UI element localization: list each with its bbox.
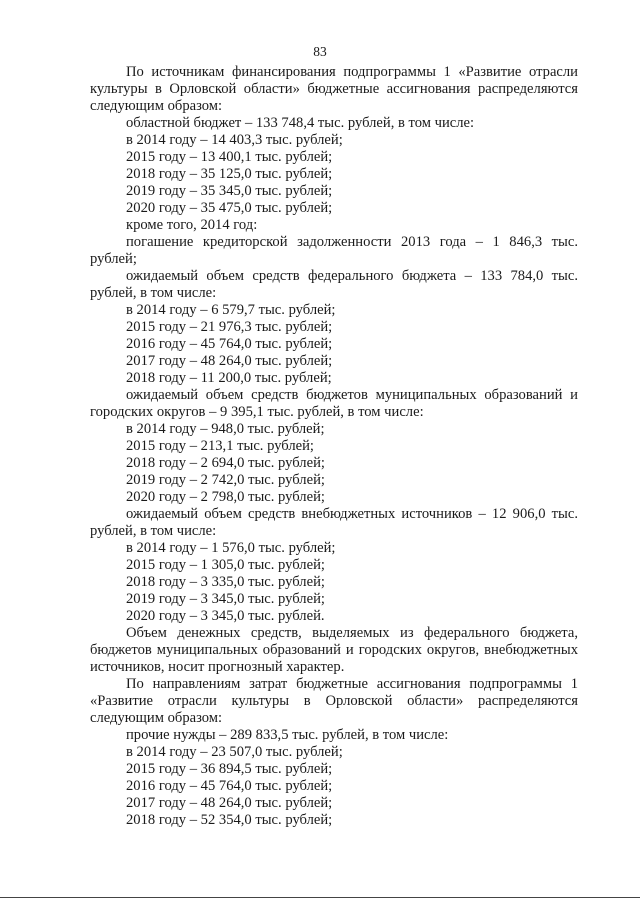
text-line: 2018 году – 11 200,0 тыс. рублей; [126, 370, 332, 386]
text-line: 2017 году – 48 264,0 тыс. рублей; [126, 795, 333, 811]
text-line: 2015 году – 213,1 тыс. рублей; [126, 438, 314, 454]
text-line: прочие нужды – 289 833,5 тыс. рублей, в том числе: [126, 727, 449, 743]
paragraph: По направлениям затрат бюджетные ассигнования подпрограммы 1 «Развитие отрасли культуры в Орловской области» распределяются следующим образом: [90, 676, 578, 726]
text-line: 2016 году – 45 764,0 тыс. рублей; [126, 336, 333, 352]
text-line: 2015 году – 21 976,3 тыс. рублей; [126, 319, 333, 335]
text-line: в 2014 году – 6 579,7 тыс. рублей; [126, 302, 336, 318]
text-line: 2019 году – 2 742,0 тыс. рублей; [126, 472, 325, 488]
paragraph: ожидаемый объем средств внебюджетных источников – 12 906,0 тыс. рублей, в том числе: [90, 506, 578, 539]
paragraph: ожидаемый объем средств бюджетов муниципальных образований и городских округов – 9 395,1 тыс. рублей, в том числе: [90, 387, 578, 420]
text-line: 2015 году – 1 305,0 тыс. рублей; [126, 557, 325, 573]
text-line: 2018 году – 52 354,0 тыс. рублей; [126, 812, 333, 828]
text-line: 2018 году – 2 694,0 тыс. рублей; [126, 455, 325, 471]
text-line: 2018 году – 3 335,0 тыс. рублей; [126, 574, 325, 590]
text-line: 2019 году – 3 345,0 тыс. рублей; [126, 591, 325, 607]
text-line: 2016 году – 45 764,0 тыс. рублей; [126, 778, 333, 794]
bottom-rule [0, 897, 640, 898]
text-line: 2018 году – 35 125,0 тыс. рублей; [126, 166, 333, 182]
text-line: 2017 году – 48 264,0 тыс. рублей; [126, 353, 333, 369]
text-line: в 2014 году – 948,0 тыс. рублей; [126, 421, 325, 437]
text-line: в 2014 году – 1 576,0 тыс. рублей; [126, 540, 336, 556]
paragraph: По источникам финансирования подпрограммы 1 «Развитие отрасли культуры в Орловской области» бюджетные ассигнования распределяются следующим образом: [90, 64, 578, 114]
text-line: 2020 году – 35 475,0 тыс. рублей; [126, 200, 333, 216]
text-line: в 2014 году – 14 403,3 тыс. рублей; [126, 132, 343, 148]
text-line: кроме того, 2014 год: [126, 217, 258, 233]
text-line: 2015 году – 36 894,5 тыс. рублей; [126, 761, 333, 777]
text-line: 2015 году – 13 400,1 тыс. рублей; [126, 149, 333, 165]
text-line: в 2014 году – 23 507,0 тыс. рублей; [126, 744, 343, 760]
text-line: 2019 году – 35 345,0 тыс. рублей; [126, 183, 333, 199]
page-number: 83 [313, 44, 327, 59]
text-line: областной бюджет – 133 748,4 тыс. рублей, в том числе: [126, 115, 475, 131]
document-body [90, 64, 578, 829]
text-line: 2020 году – 3 345,0 тыс. рублей. [126, 608, 325, 624]
text-line: 2020 году – 2 798,0 тыс. рублей; [126, 489, 325, 505]
paragraph: погашение кредиторской задолженности 2013 года – 1 846,3 тыс. рублей; [90, 234, 578, 267]
paragraph: ожидаемый объем средств федерального бюджета – 133 784,0 тыс. рублей, в том числе: [90, 268, 578, 301]
paragraph: Объем денежных средств, выделяемых из федерального бюджета, бюджетов муниципальных образований и городских округов, внебюджетных источников, носит прогнозный характер. [90, 625, 578, 675]
